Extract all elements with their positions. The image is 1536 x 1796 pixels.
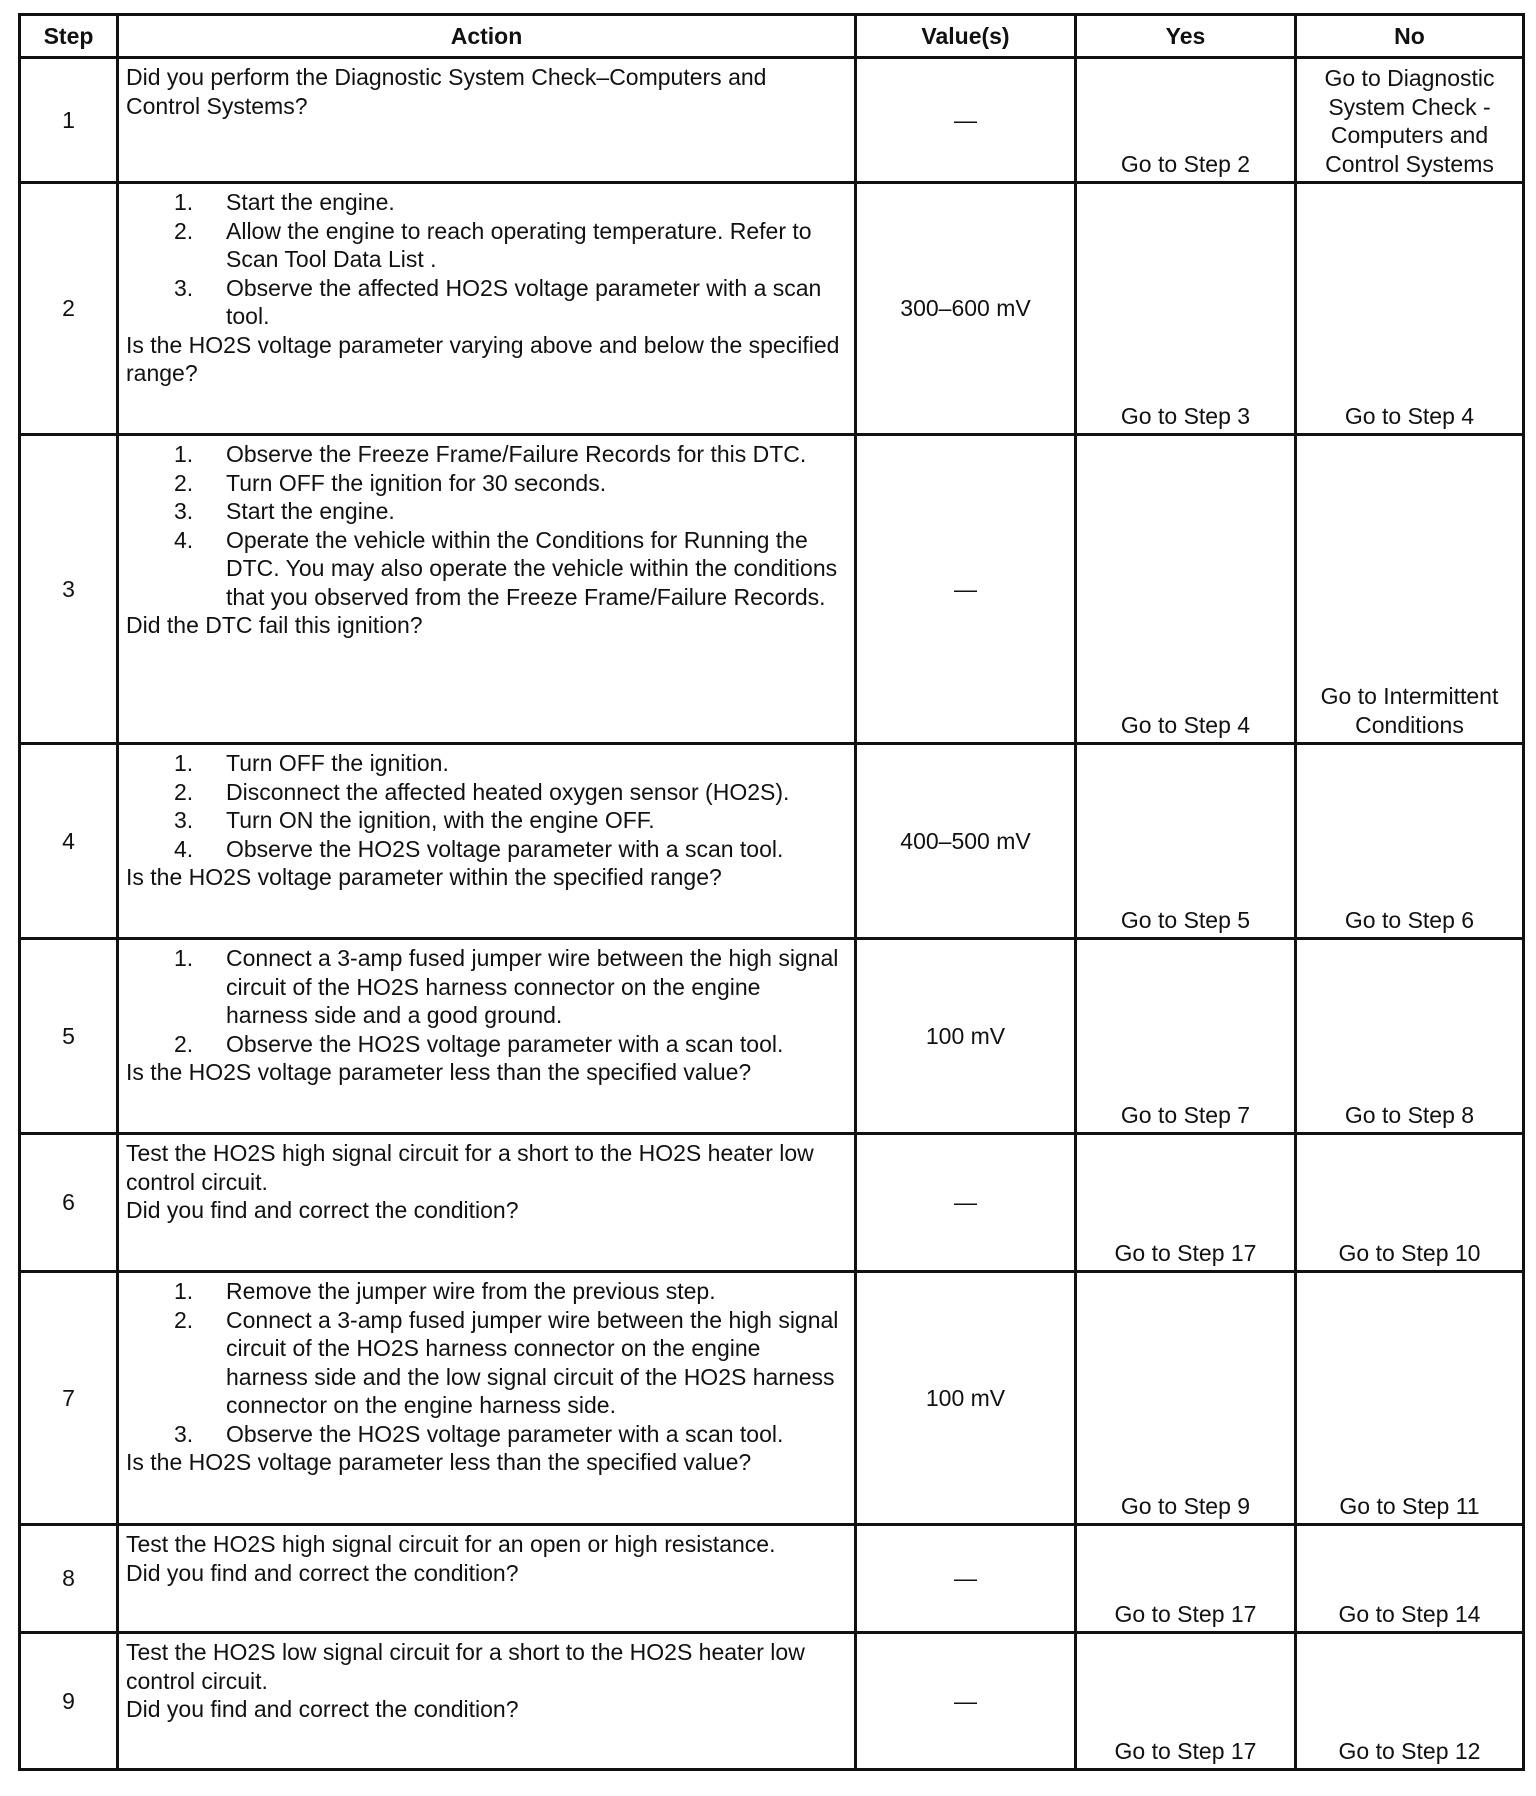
action-question: Is the HO2S voltage parameter less than the specified value? [126,1059,752,1085]
action-content [126,1638,846,1724]
step-number: 2 [20,183,118,435]
step-number: 5 [20,939,118,1134]
substep-item [126,1030,846,1059]
no-cell: Go to Step 10 [1296,1134,1524,1272]
substep-text: Observe the affected HO2S voltage parameter with a scan tool. [226,274,822,329]
action-intro: Test the HO2S high signal circuit for a short to the HO2S heater low control circuit. [126,1140,814,1195]
value-cell: — [856,1633,1076,1770]
action-instructions [126,440,846,611]
substep-text: Remove the jumper wire from the previous step. [226,1278,716,1304]
substep-text: Start the engine. [226,498,395,524]
no-cell: Go to Step 12 [1296,1633,1524,1770]
step-number: 9 [20,1633,118,1770]
diagnostic-table [18,13,1525,1771]
substep-number: 3. [174,498,194,524]
header-step: Step [20,15,118,58]
action-cell [118,435,856,744]
action-cell [118,183,856,435]
substep-list [126,944,846,1058]
action-content [126,440,846,640]
substep-list [126,188,846,331]
substep-number: 2. [174,217,194,244]
action-instructions [126,63,846,120]
substep-number: 1. [174,441,194,467]
header-no: No [1296,15,1524,58]
action-cell [118,1134,856,1272]
substep-item [126,1420,846,1449]
substep-item [126,469,846,498]
header-values: Value(s) [856,15,1076,58]
table-row [20,1272,1524,1525]
substep-item [126,440,846,469]
substep-text: Observe the HO2S voltage parameter with a scan tool. [226,1420,784,1447]
action-content [126,1139,846,1225]
substep-number: 1. [174,945,194,971]
header-action: Action [118,15,856,58]
substep-number: 2. [174,469,194,496]
action-question: Is the HO2S voltage parameter within the specified range? [126,864,722,890]
step-number: 4 [20,744,118,939]
substep-text: Turn OFF the ignition. [226,750,449,776]
action-instructions [126,944,846,1058]
value-cell: 100 mV [856,939,1076,1134]
substep-item [126,1306,846,1420]
substep-text: Observe the HO2S voltage parameter with a scan tool. [226,835,784,862]
action-instructions [126,1638,846,1695]
substep-number: 1. [174,189,194,215]
yes-cell: Go to Step 17 [1076,1134,1296,1272]
step-number: 8 [20,1525,118,1633]
substep-text: Allow the engine to reach operating temperature. Refer to Scan Tool Data List . [226,217,812,272]
substep-list [126,1277,846,1448]
table-row [20,1633,1524,1770]
yes-cell: Go to Step 9 [1076,1272,1296,1525]
action-question: Did you find and correct the condition? [126,1559,519,1586]
value-cell: 100 mV [856,1272,1076,1525]
action-instructions [126,1277,846,1448]
substep-item [126,274,846,331]
table-row [20,939,1524,1134]
substep-number: 2. [174,1306,194,1333]
substep-text: Observe the Freeze Frame/Failure Records for this DTC. [226,441,807,467]
yes-cell: Go to Step 4 [1076,435,1296,744]
yes-cell: Go to Step 3 [1076,183,1296,435]
substep-item [126,778,846,807]
substep-number: 4. [174,526,194,553]
substep-text: Turn OFF the ignition for 30 seconds. [226,469,607,496]
yes-cell: Go to Step 17 [1076,1633,1296,1770]
substep-text: Operate the vehicle within the Conditions for Running the DTC. You may also operate the vehicle within the conditions that you observed from the Freeze Frame/Failure Records. [226,526,838,610]
action-cell [118,1525,856,1633]
substep-text: Connect a 3-amp fused jumper wire between the high signal circuit of the HO2S harness connector on the engine harness side and a good ground. [226,945,839,1028]
value-cell: 300–600 mV [856,183,1076,435]
substep-list [126,749,846,863]
action-content [126,63,846,120]
action-content [126,944,846,1087]
substep-text: Disconnect the affected heated oxygen sensor (HO2S). [226,778,790,805]
substep-number: 4. [174,835,194,862]
step-number: 1 [20,58,118,183]
table-row [20,1134,1524,1272]
step-number: 7 [20,1272,118,1525]
substep-item [126,944,846,1030]
substep-number: 3. [174,274,194,301]
no-cell: Go to Step 14 [1296,1525,1524,1633]
value-cell: — [856,1525,1076,1633]
substep-number: 3. [174,1420,194,1447]
action-question: Did you find and correct the condition? [126,1696,519,1722]
step-number: 6 [20,1134,118,1272]
header-row [20,15,1524,58]
action-question: Is the HO2S voltage parameter varying above and below the specified range? [126,331,840,386]
diagnostic-table-container [18,13,1525,1771]
action-cell [118,58,856,183]
table-row [20,183,1524,435]
action-content [126,188,846,388]
no-cell: Go to Diagnostic System Check - Computers and Control Systems [1296,58,1524,183]
yes-cell: Go to Step 17 [1076,1525,1296,1633]
action-cell [118,744,856,939]
substep-text: Observe the HO2S voltage parameter with a scan tool. [226,1030,784,1057]
substep-number: 1. [174,750,194,776]
action-cell [118,1633,856,1770]
no-cell: Go to Step 11 [1296,1272,1524,1525]
table-row [20,58,1524,183]
substep-number: 1. [174,1278,194,1304]
action-intro: Did you perform the Diagnostic System Check–Computers and Control Systems? [126,64,767,119]
action-question: Did you find and correct the condition? [126,1197,519,1223]
substep-item [126,749,846,778]
action-question: Is the HO2S voltage parameter less than the specified value? [126,1449,752,1475]
substep-text: Turn ON the ignition, with the engine OFF. [226,807,655,833]
action-content [126,749,846,892]
action-content [126,1277,846,1477]
table-row [20,1525,1524,1633]
no-cell: Go to Intermittent Conditions [1296,435,1524,744]
step-number: 3 [20,435,118,744]
substep-number: 3. [174,807,194,833]
yes-cell: Go to Step 5 [1076,744,1296,939]
action-instructions [126,749,846,863]
yes-cell: Go to Step 7 [1076,939,1296,1134]
substep-list [126,440,846,611]
action-instructions [126,1530,846,1559]
action-intro: Test the HO2S low signal circuit for a short to the HO2S heater low control circuit. [126,1639,805,1694]
substep-item [126,835,846,864]
value-cell: — [856,1134,1076,1272]
yes-cell: Go to Step 2 [1076,58,1296,183]
table-row [20,435,1524,744]
action-content [126,1530,846,1587]
value-cell: — [856,58,1076,183]
substep-item [126,1277,846,1306]
substep-number: 2. [174,778,194,805]
value-cell: — [856,435,1076,744]
no-cell: Go to Step 4 [1296,183,1524,435]
no-cell: Go to Step 6 [1296,744,1524,939]
no-cell: Go to Step 8 [1296,939,1524,1134]
action-instructions [126,1139,846,1196]
substep-text: Start the engine. [226,189,395,215]
substep-item [126,497,846,526]
action-cell [118,939,856,1134]
substep-item [126,188,846,217]
table-row [20,744,1524,939]
action-intro: Test the HO2S high signal circuit for an open or high resistance. [126,1531,776,1557]
action-question: Did the DTC fail this ignition? [126,612,423,638]
substep-item [126,217,846,274]
header-yes: Yes [1076,15,1296,58]
action-instructions [126,188,846,331]
substep-text: Connect a 3-amp fused jumper wire between the high signal circuit of the HO2S harness connector on the engine harness side and the low signal circuit of the HO2S harness connector on the engine harness side. [226,1306,839,1418]
substep-item [126,806,846,835]
substep-number: 2. [174,1030,194,1057]
action-cell [118,1272,856,1525]
substep-item [126,526,846,612]
value-cell: 400–500 mV [856,744,1076,939]
